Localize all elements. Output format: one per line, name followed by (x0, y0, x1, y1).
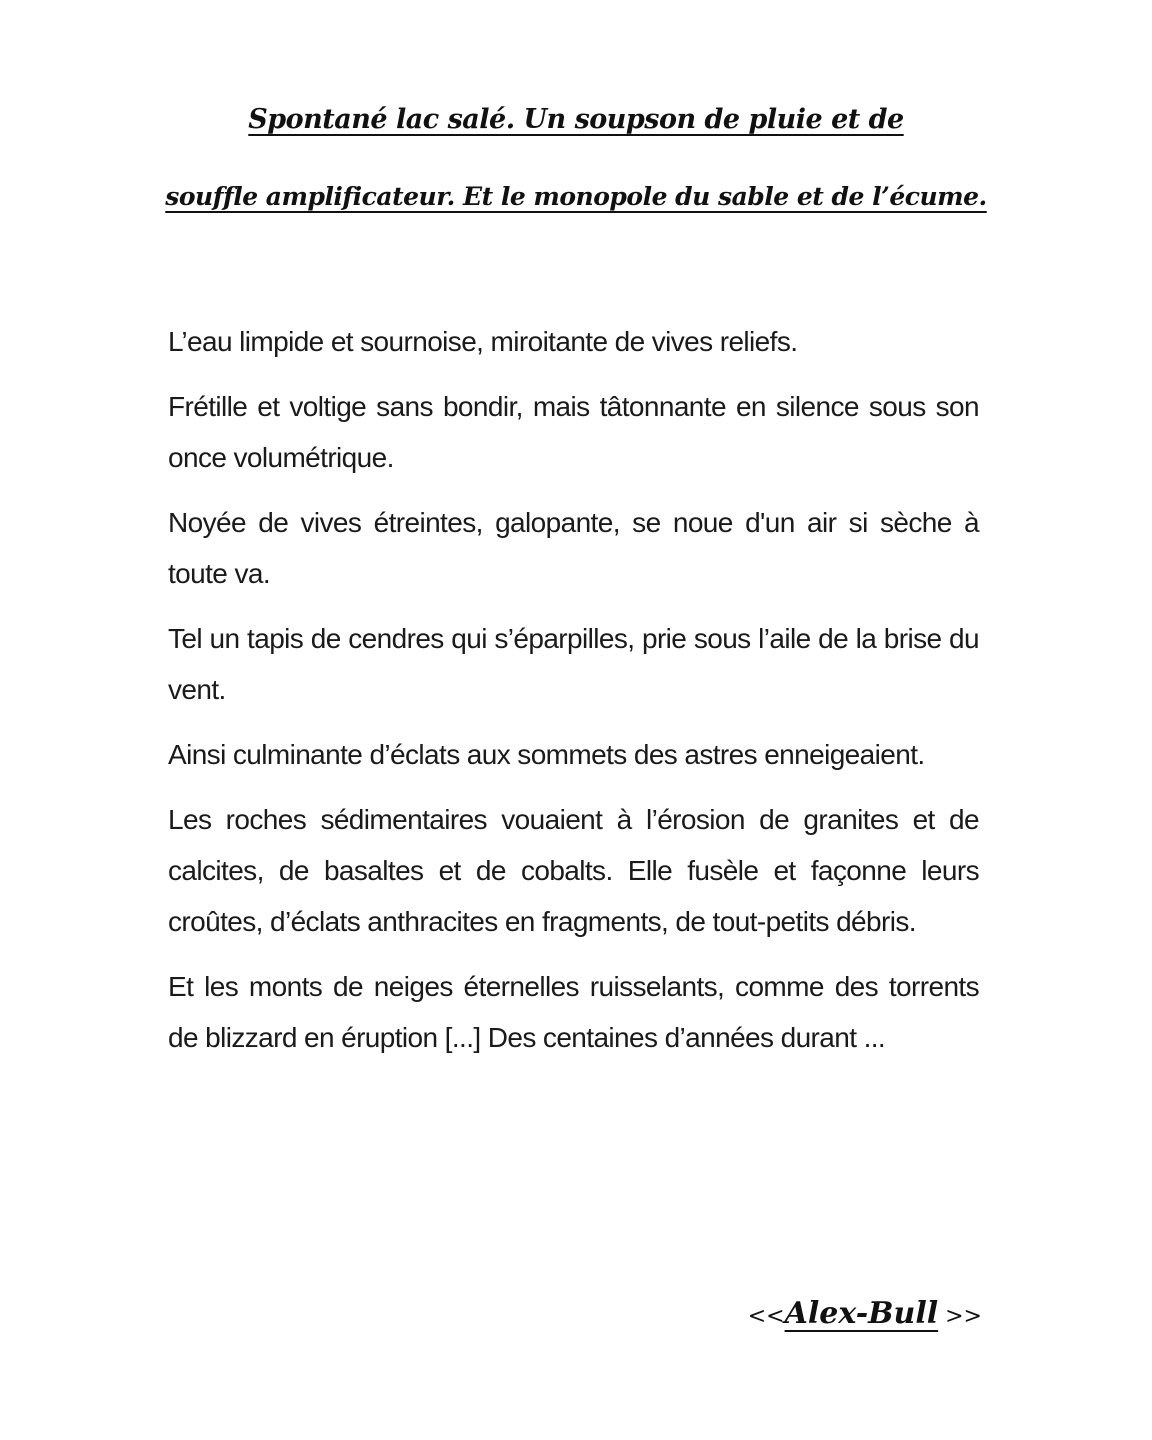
paragraph: Et les monts de neiges éternelles ruisselants, comme des torrents de blizzard en éruption [...] Des centaines d’années durant ... (168, 971, 979, 1053)
paragraph: L’eau limpide et sournoise, miroitante de vives reliefs. (168, 326, 798, 357)
paragraph: Noyée de vives étreintes, galopante, se noue d'un air si sèche à toute va. (168, 507, 979, 589)
title-line-2: souffle amplificateur. Et le monopole du sable et de l’écume. (165, 182, 987, 211)
paragraph: Frétille et voltige sans bondir, mais tâtonnante en silence sous son once volumétrique. (168, 391, 979, 473)
signature (748, 1296, 982, 1331)
signature-close: >> (945, 1304, 982, 1329)
signature-open: << (747, 1304, 785, 1329)
title-line-1: Spontané lac salé. Un soupson de pluie et de (248, 104, 904, 135)
paragraph: Ainsi culminante d’éclats aux sommets des astres enneigeaient. (168, 739, 925, 770)
poem-body (168, 316, 979, 1077)
paragraph: Les roches sédimentaires vouaient à l’érosion de granites et de calcites, de basaltes et de cobalts. Elle fusèle et façonne leurs croûtes, d’éclats anthracites en fragments, de tout-petits débris. (168, 804, 979, 937)
paragraph: Tel un tapis de cendres qui s’éparpilles, prie sous l’aile de la brise du vent. (168, 623, 979, 705)
signature-name: Alex-Bull (784, 1296, 939, 1331)
